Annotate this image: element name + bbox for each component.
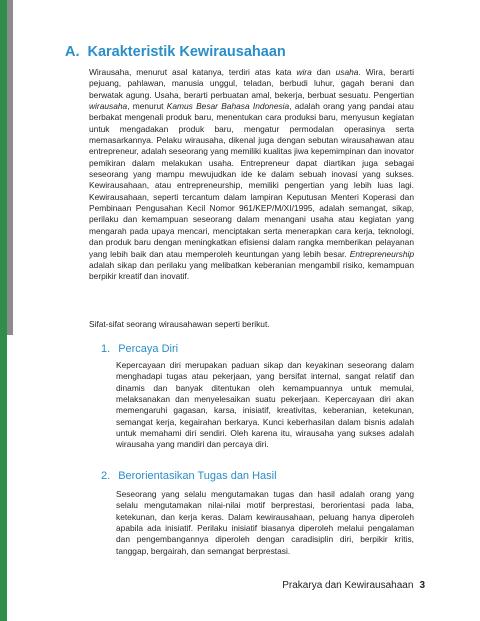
trait-paragraph-berorientasi-tugas: Seseorang yang selalu mengutamakan tugas dan hasil adalah orang yang selalu mengutamakan nilai-nilai motif berprestasi, berorientasi pada laba, ketekunan, dan kerja keras. Dalam kewirausahaan, peluang hanya diperoleh apabila ada inisiatif. Perilaku inisiatif biasanya diperoleh melalui pengalaman dan pengembangannya diperoleh dengan caradisiplin diri, berpikir kritis, tanggap, bergairah, dan semangat berprestasi. (116, 489, 414, 556)
text-run: , menurut (127, 101, 167, 112)
text-run: . Wira, berarti pejuang, pahlawan, manusia unggul, teladan, berbudi luhur, gagah berani dan berwatak agung. Usaha, berarti perbuatan amal, bekerja, berbuat sesuatu. Pengertian (89, 67, 414, 100)
italic-term: Kamus Besar Bahasa Indonesia (166, 101, 290, 112)
trait-title: Berorientasikan Tugas dan Hasil (118, 470, 277, 482)
italic-term: wira (296, 67, 312, 77)
italic-term: wirausaha (89, 101, 128, 112)
italic-term: Entrepreneurship (349, 248, 414, 259)
text-run: , adalah orang yang pandai atau berbakat mengenali produk baru, menentukan cara produksi baru, menyusun kegiatan untuk mengadakan produk baru, mengatur permodalan operasinya serta memasarkannya. Pelaku wirausaha, dikenal juga dengan sebutan wirausahawan atau entrepreneur, adalah seseorang yang memiliki kualitas jiwa kepemimpinan dan inovator pemikiran dalam melakukan usaha. Entrepreneur dapat diartikan juga sebagai seseorang yang mampu mewujudkan ide ke dalam sebuah inovasi yang sukses. Kewirausahaan, atau entrepreneurship, memiliki pengertian yang lebih luas lagi. Kewirausahaan, seperti tercantum dalam lampiran Keputusan Menteri Koperasi dan Pembinaan Pengusahan Kecil Nomor 961/KEP/M/XI/1995, adalah semangat, sikap, perilaku dan kemampuan seseorang dalam menangani usaha atau kegiatan yang mengarah pada upaya mencari, menciptakan serta menerapkan cara kerja, teknologi, dan produk baru dengan meningkatkan efisiensi dalam rangka memberikan pelayanan yang lebih baik dan atau memperoleh keuntungan yang lebih besar. (89, 101, 414, 259)
trait-heading-berorientasi-tugas (101, 470, 277, 482)
text-run: adalah sikap dan perilaku yang melibatkan keberanian mengambil risiko, kemampuan berpikir kreatif dan inovatif. (89, 259, 414, 282)
text-run: dan (311, 67, 336, 77)
trait-paragraph-percaya-diri: Kepercayaan diri merupakan paduan sikap dan keyakinan seseorang dalam menghadapi tugas atau pekerjaan, yang bersifat internal, sangat relatif dan dinamis dan banyak ditentukan oleh kemampuannya untuk memulai, melaksanakan dan menyelesaikan suatu pekerjaan. Kepercayaan diri akan memengaruhi gagasan, karsa, inisiatif, kreativitas, keberanian, ketekunan, semangat kerja, kegairahan berkarya. Kunci keberhasilan dalam bisnis adalah untuk memahami diri sendiri. Oleh karena itu, wirausaha yang sukses adalah wirausaha yang mandiri dan percaya diri. (116, 360, 414, 450)
trait-heading-percaya-diri (101, 343, 178, 355)
trait-number: 2. (101, 470, 111, 482)
main-paragraph (89, 67, 414, 283)
italic-term: usaha (335, 67, 359, 77)
section-title (65, 44, 286, 60)
trait-title: Percaya Diri (118, 343, 179, 355)
text-run: Wirausaha, menurut asal katanya, terdiri atas kata (89, 67, 297, 77)
traits-intro: Sifat-sifat seorang wirausahawan seperti berikut. (89, 319, 270, 329)
side-bar-green (0, 0, 7, 621)
trait-number: 1. (101, 343, 111, 355)
page-number: 3 (419, 580, 425, 591)
section-letter: A. (65, 44, 80, 60)
footer-book-title: Prakarya dan Kewirausahaan (282, 580, 414, 591)
page-footer (282, 580, 425, 591)
side-bar-grey (7, 0, 13, 335)
section-title-text: Karakteristik Kewirausahaan (87, 44, 286, 60)
